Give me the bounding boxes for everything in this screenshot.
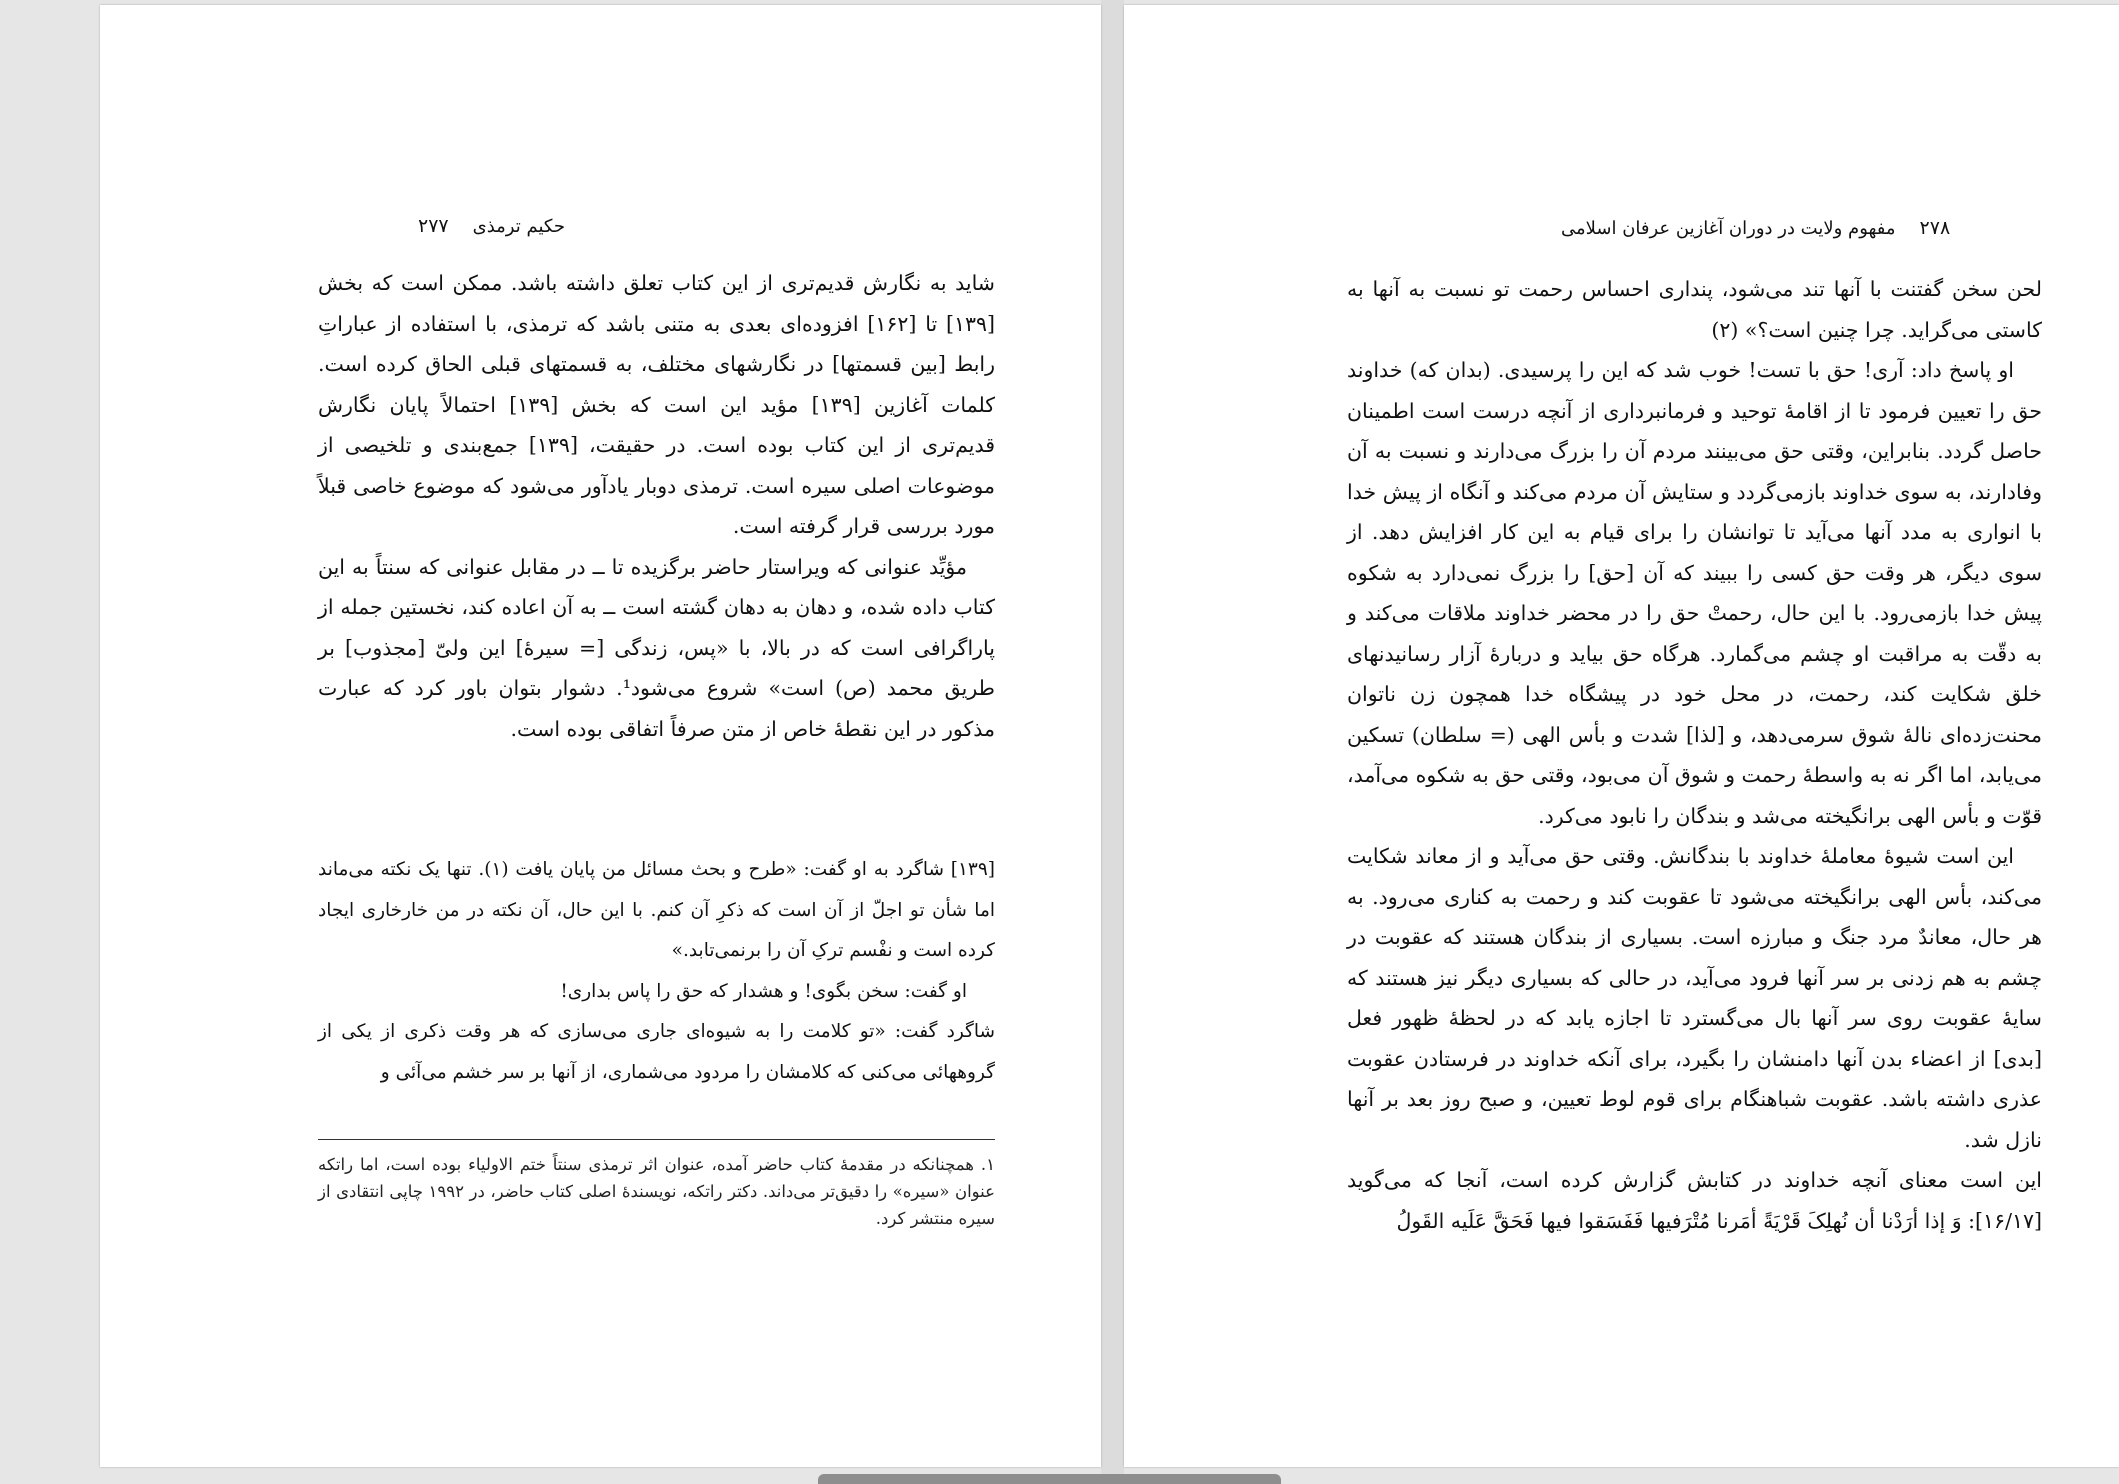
dialogue-text-left bbox=[318, 850, 995, 1093]
paragraph: مؤیِّد عنوانی که ویراستار حاضر برگزیده تا ــ در مقابل عنوانی که سنتاً به این کتاب داده شده، و دهان به دهان گشته است ــ به آن اعاده کند، نخستین جمله از پاراگرافی است که در بالا، با «پس، زندگی [= سیرهٔ] این ولیّ [مجذوب] بر طریق محمد (ص) است» شروع می‌شود¹. دشوار بتوان باور کرد که عبارت مذکور در این نقطهٔ خاص از متن صرفاً اتفاقی بوده است. bbox=[318, 554, 995, 741]
paragraph: [۱۳۹] شاگرد به او گفت: «طرح و بحث مسائل من پایان یافت (۱). تنها یک نکته می‌ماند اما شأن تو اجلّ از آن است که ذکرِ آن کنم. با این حال، آن نکته در من خارخاری ایجاد کرده است و نفْسم ترکِ آن را برنمی‌تابد.» bbox=[318, 859, 995, 961]
paragraph: او پاسخ داد: آری! حق با تست! خوب شد که این را پرسیدی. (بدان که) خداوند حق را تعیین فرمود تا از اقامهٔ توحید و فرمانبرداری از آنچه درست است اطمینان حاصل گردد. بنابراین، وقتی حق می‌بینند مردم آن را بزرگ می‌دارند و نسبت به آن وفادارند، به سوی خداوند بازمی‌گردد و ستایش آن مردم می‌کند و آنگاه از پیش خدا با انواری به مدد آنها می‌آید تا توانشان را برای قیام به این کار افزایش دهد. از سوی دیگر، هر وقت حق کسی را ببیند که آن [حق] را بزرگ نمی‌دارد به شکوه پیش خدا بازمی‌رود. با این حال، رحمتْ حق را در محضر خداوند ملاقات می‌کند و به دقّت به مراقبت او چشم می‌گمارد. هرگاه حق بیاید و دربارهٔ آزار رسانیدنهای خلق شکایت کند، رحمت، در محل خود در پیشگاه خدا همچون زن ناتوان محنت‌زده‌ای نالهٔ شوق سرمی‌دهد، و [لذا] شدت و بأس الهی (= سلطان) تسکین می‌یابد، اما اگر نه به واسطهٔ رحمت و شوق آن می‌بود، وقتی حق به شکوه می‌آمد، قوّت و بأس الهی برانگیخته می‌شد و بندگان را نابود می‌کرد. bbox=[1347, 358, 2042, 828]
running-head-left bbox=[418, 215, 565, 237]
main-text-left bbox=[318, 263, 995, 749]
page-number: ۲۷۸ bbox=[1919, 217, 1951, 239]
page-left bbox=[100, 5, 1101, 1467]
running-title: حکیم ترمذی bbox=[472, 216, 565, 237]
paragraph: او گفت: سخن بگوی! و هشدار که حق را پاس بداری! bbox=[560, 980, 967, 1002]
paragraph: این است شیوهٔ معاملهٔ خداوند با بندگانش. وقتی حق می‌آید و از معاند شکایت می‌کند، بأس الهی برانگیخته می‌شود تا عقوبت کند و رحمت به کناری می‌رود. به هر حال، معاندٌ مرد جنگ و مبارزه است. بسیاری از بندگان هستند که عقوبت در چشم به هم زدنی بر سر آنها فرود می‌آید، در حالی که بسیاری دیگر نیز هستند که سایهٔ عقوبت روی سر آنها بال می‌گسترد تا اجازه یابد که در لحظهٔ ظهور فعل [بدی] از اعضاء بدن آنها دامنشان را بگیرد، برای آنکه خداوند در فرستادن عقوبت عذری داشته باشد. عقوبت شباهنگام برای قوم لوط تعیین، و صبح روز بعد بر آنها نازل شد. bbox=[1347, 844, 2042, 1152]
horizontal-scrollbar-thumb[interactable] bbox=[818, 1474, 1281, 1484]
footnote: ۱. همچنانکه در مقدمهٔ کتاب حاضر آمده، عنوان اثر ترمذی سنتاً ختم الاولیاء بوده است، اما راتکه عنوان «سیره» را دقیق‌تر می‌داند. دکتر راتکه، نویسندهٔ اصلی کتاب حاضر، در ۱۹۹۲ چاپی انتقادی از سیره منتشر کرد. bbox=[318, 1155, 995, 1228]
page-right bbox=[1124, 5, 2119, 1467]
footnote-rule bbox=[318, 1139, 995, 1140]
running-head-right bbox=[1561, 217, 1950, 239]
page-gutter bbox=[1101, 0, 1124, 1484]
page-number: ۲۷۷ bbox=[418, 215, 449, 237]
paragraph: شاید به نگارش قدیم‌تری از این کتاب تعلق داشته باشد. ممکن است که بخش [۱۳۹] تا [۱۶۲] افزوده‌ای بعدی به متنی باشد که ترمذی، با استفاده از عباراتِ رابط [بین قسمتها] در نگارشهای مختلف، به قسمتهای قبلی الحاق کرده است. کلمات آغازین [۱۳۹] مؤید این است که بخش [۱۳۹] احتمالاً پایان نگارش قدیم‌تری از این کتاب بوده است. در حقیقت، [۱۳۹] جمع‌بندی و تلخیصی از موضوعات اصلی سیره است. ترمذی دوبار یادآور می‌شود که موضوع خاصی قبلاً مورد بررسی قرار گرفته است. bbox=[318, 271, 996, 538]
paragraph: لحن سخن گفتنت با آنها تند می‌شود، پنداری احساس رحمت تو نسبت به آنها به کاستی می‌گراید. چرا چنین است؟» (۲) bbox=[1347, 277, 2042, 342]
running-title: مفهوم ولایت در دوران آغازین عرفان اسلامی bbox=[1561, 218, 1896, 239]
paragraph: شاگرد گفت: «تو کلامت را به شیوه‌ای جاری می‌سازی که هر وقت ذکری از یکی از گروههائی می‌کنی که کلامشان را مردود می‌شماری، از آنها بر سر خشم می‌آئی و bbox=[318, 1021, 995, 1083]
paragraph: این است معنای آنچه خداوند در کتابش گزارش کرده است، آنجا که می‌گوید [۱۶/۱۷]: وَ إذا أرَدْنا أن نُهلِکَ قَرْیَةً أمَرنا مُتْرَفیها فَفَسَقوا فیها فَحَقَّ عَلَیه القَولُ bbox=[1347, 1168, 2042, 1233]
main-text-right bbox=[1347, 269, 2042, 1241]
